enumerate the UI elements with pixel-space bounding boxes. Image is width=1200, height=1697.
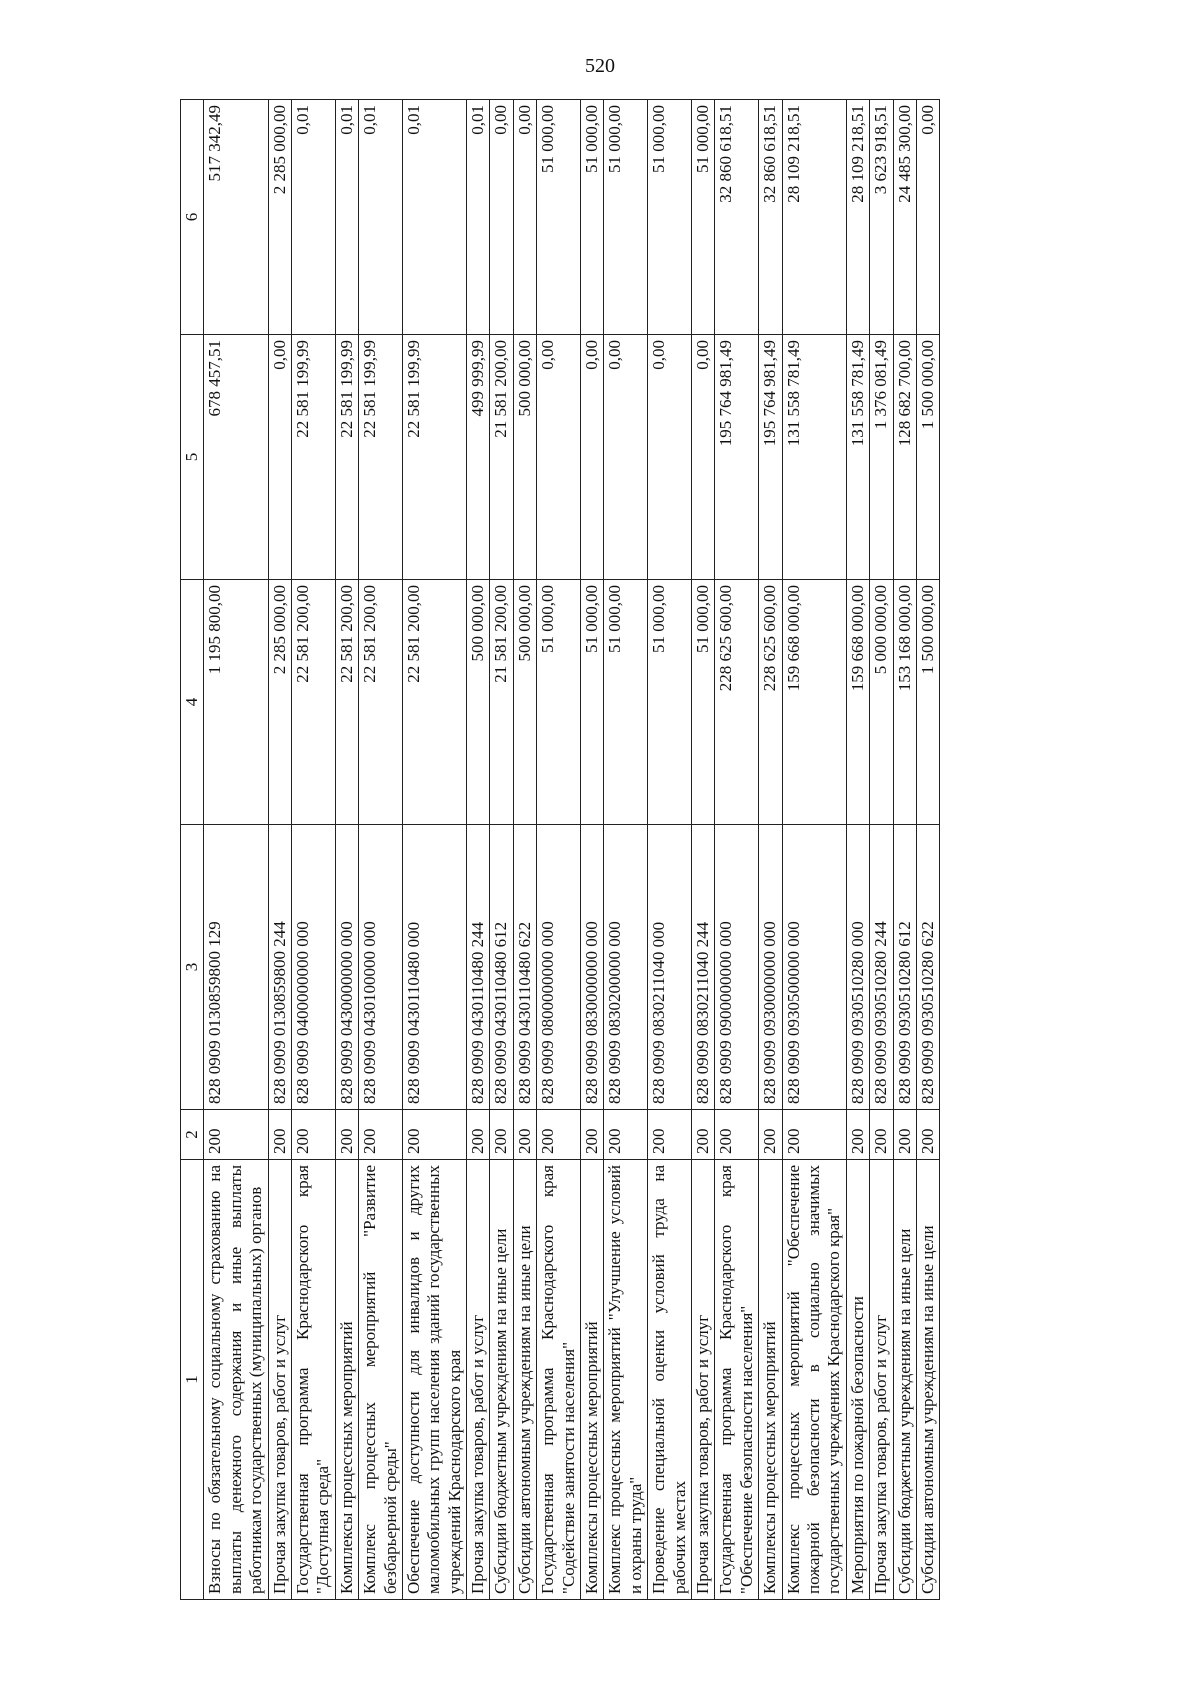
table-cell-c5: 499 999,99 (467, 335, 490, 580)
table-cell-c2: 200 (604, 1110, 648, 1160)
table-cell-name: Обеспечение доступности для инвалидов и других маломобильных групп населения зданий государственных учреждений Краснодарского края (402, 1160, 466, 1600)
table-cell-name: Комплексы процессных мероприятий (581, 1160, 604, 1600)
table-row (782, 100, 846, 1600)
table-cell-c6: 2 285 000,00 (268, 100, 291, 335)
table-row (513, 100, 536, 1600)
header-cell: 3 (181, 825, 204, 1110)
table-cell-c4: 1 195 800,00 (204, 580, 268, 825)
table-cell-c6: 0,00 (916, 100, 939, 335)
header-cell: 6 (181, 100, 204, 335)
table-cell-c6: 0,01 (467, 100, 490, 335)
table-cell-code: 828 0909 0430110480 000 (402, 825, 466, 1110)
table-cell-c2: 200 (715, 1110, 759, 1160)
table-row (467, 100, 490, 1600)
table-cell-c5: 131 558 781,49 (782, 335, 846, 580)
table-cell-c6: 28 109 218,51 (782, 100, 846, 335)
table-cell-c5: 0,00 (268, 335, 291, 580)
table-cell-c2: 200 (893, 1110, 916, 1160)
table-cell-c4: 51 000,00 (604, 580, 648, 825)
table-cell-c5: 500 000,00 (513, 335, 536, 580)
table-cell-c4: 153 168 000,00 (893, 580, 916, 825)
table-body (204, 100, 940, 1600)
table-row (916, 100, 939, 1600)
table-cell-c6: 32 860 618,51 (759, 100, 782, 335)
table-cell-code: 828 0909 0400000000 000 (291, 825, 335, 1110)
table-cell-c5: 22 581 199,99 (359, 335, 403, 580)
table-cell-c6: 51 000,00 (581, 100, 604, 335)
table-cell-c5: 678 457,51 (204, 335, 268, 580)
table-cell-code: 828 0909 0930510280 622 (916, 825, 939, 1110)
table-cell-code: 828 0909 0430000000 000 (335, 825, 358, 1110)
table-cell-c2: 200 (782, 1110, 846, 1160)
table-row (648, 100, 692, 1600)
table-cell-c6: 28 109 218,51 (846, 100, 869, 335)
table-cell-c2: 200 (291, 1110, 335, 1160)
header-cell: 5 (181, 335, 204, 580)
table-row (691, 100, 714, 1600)
header-row (181, 100, 204, 1600)
table-cell-c5: 195 764 981,49 (759, 335, 782, 580)
table-cell-c6: 0,01 (335, 100, 358, 335)
table-cell-name: Прочая закупка товаров, работ и услуг (268, 1160, 291, 1600)
table-cell-c6: 0,00 (490, 100, 513, 335)
table-cell-c2: 200 (759, 1110, 782, 1160)
table-cell-c4: 2 285 000,00 (268, 580, 291, 825)
header-cell: 4 (181, 580, 204, 825)
table-cell-code: 828 0909 0430100000 000 (359, 825, 403, 1110)
table-cell-code: 828 0909 0930510280 000 (846, 825, 869, 1110)
table-cell-c2: 200 (513, 1110, 536, 1160)
table-cell-name: Взносы по обязательному социальному страхованию на выплаты денежного содержания и иные выплаты работникам государственных (муниципальных) органов (204, 1160, 268, 1600)
table-cell-code: 828 0909 0830000000 000 (581, 825, 604, 1110)
table-cell-c5: 195 764 981,49 (715, 335, 759, 580)
table-cell-c4: 159 668 000,00 (782, 580, 846, 825)
table-cell-code: 828 0909 0130859800 129 (204, 825, 268, 1110)
table-cell-code: 828 0909 0430110480 244 (467, 825, 490, 1110)
table-cell-code: 828 0909 0930510280 612 (893, 825, 916, 1110)
table-cell-c2: 200 (916, 1110, 939, 1160)
table-cell-c2: 200 (846, 1110, 869, 1160)
table-cell-c6: 51 000,00 (648, 100, 692, 335)
table-row (870, 100, 893, 1600)
table-cell-c4: 22 581 200,00 (402, 580, 466, 825)
table-cell-c2: 200 (467, 1110, 490, 1160)
table-cell-c6: 0,00 (513, 100, 536, 335)
table-cell-c4: 5 000 000,00 (870, 580, 893, 825)
table-cell-c5: 0,00 (604, 335, 648, 580)
table-cell-code: 828 0909 0930000000 000 (759, 825, 782, 1110)
table-cell-c4: 22 581 200,00 (291, 580, 335, 825)
table-cell-c4: 500 000,00 (467, 580, 490, 825)
table-row (715, 100, 759, 1600)
table-cell-c4: 21 581 200,00 (490, 580, 513, 825)
table-cell-c4: 228 625 600,00 (715, 580, 759, 825)
table-cell-c4: 22 581 200,00 (335, 580, 358, 825)
table-cell-c5: 0,00 (581, 335, 604, 580)
table-cell-name: Государственная программа Краснодарского края "Содействие занятости населения" (537, 1160, 581, 1600)
table-cell-c2: 200 (691, 1110, 714, 1160)
table-cell-c6: 24 485 300,00 (893, 100, 916, 335)
table-cell-c5: 22 581 199,99 (335, 335, 358, 580)
table-cell-name: Государственная программа Краснодарского края "Доступная среда" (291, 1160, 335, 1600)
table-cell-c2: 200 (870, 1110, 893, 1160)
table-cell-c6: 0,01 (402, 100, 466, 335)
table-cell-c4: 500 000,00 (513, 580, 536, 825)
table-cell-c5: 0,00 (648, 335, 692, 580)
table-cell-c5: 1 500 000,00 (916, 335, 939, 580)
table-cell-name: Государственная программа Краснодарского края "Обеспечение безопасности населения" (715, 1160, 759, 1600)
table-cell-code: 828 0909 0830200000 000 (604, 825, 648, 1110)
table-cell-name: Субсидии бюджетным учреждениям на иные цели (490, 1160, 513, 1600)
table-cell-c5: 128 682 700,00 (893, 335, 916, 580)
table-cell-c4: 51 000,00 (648, 580, 692, 825)
table-cell-c5: 22 581 199,99 (402, 335, 466, 580)
table-cell-name: Прочая закупка товаров, работ и услуг (691, 1160, 714, 1600)
table-row (204, 100, 268, 1600)
table-cell-c4: 51 000,00 (691, 580, 714, 825)
table-cell-code: 828 0909 0430110480 622 (513, 825, 536, 1110)
table-cell-c6: 3 623 918,51 (870, 100, 893, 335)
table-cell-c2: 200 (490, 1110, 513, 1160)
table-cell-c2: 200 (204, 1110, 268, 1160)
table-cell-name: Комплекс процессных мероприятий "Обеспечение пожарной безопасности в социально значимых государственных учреждениях Краснодарского края" (782, 1160, 846, 1600)
table-cell-c5: 0,00 (691, 335, 714, 580)
table-row (490, 100, 513, 1600)
table-row (759, 100, 782, 1600)
table-cell-c6: 0,01 (291, 100, 335, 335)
table-cell-c2: 200 (648, 1110, 692, 1160)
table-cell-code: 828 0909 0900000000 000 (715, 825, 759, 1110)
table-cell-name: Комплекс процессных мероприятий "Развитие безбарьерной среды" (359, 1160, 403, 1600)
table-cell-c6: 517 342,49 (204, 100, 268, 335)
table-cell-c4: 51 000,00 (581, 580, 604, 825)
table-cell-c2: 200 (537, 1110, 581, 1160)
header-cell: 2 (181, 1110, 204, 1160)
table-cell-c5: 22 581 199,99 (291, 335, 335, 580)
table-cell-c2: 200 (335, 1110, 358, 1160)
table-cell-c5: 0,00 (537, 335, 581, 580)
table-cell-c6: 0,01 (359, 100, 403, 335)
page-number: 520 (585, 55, 615, 77)
table-cell-c6: 32 860 618,51 (715, 100, 759, 335)
table-row (335, 100, 358, 1600)
table-cell-c5: 1 376 081,49 (870, 335, 893, 580)
table-row (291, 100, 335, 1600)
table-cell-c6: 51 000,00 (691, 100, 714, 335)
table-cell-name: Проведение специальной оценки условий труда на рабочих местах (648, 1160, 692, 1600)
header-cell: 1 (181, 1160, 204, 1600)
table-cell-name: Комплекс процессных мероприятий "Улучшение условий и охраны труда" (604, 1160, 648, 1600)
table-cell-name: Прочая закупка товаров, работ и услуг (870, 1160, 893, 1600)
table-cell-c2: 200 (581, 1110, 604, 1160)
table-cell-c6: 51 000,00 (604, 100, 648, 335)
table-row (359, 100, 403, 1600)
table-cell-code: 828 0909 0430110480 612 (490, 825, 513, 1110)
table-cell-code: 828 0909 0830211040 000 (648, 825, 692, 1110)
table-cell-name: Комплексы процессных мероприятий (335, 1160, 358, 1600)
rotated-table-container (180, 100, 1120, 1600)
table-row (604, 100, 648, 1600)
table-cell-code: 828 0909 0930500000 000 (782, 825, 846, 1110)
table-cell-code: 828 0909 0830211040 244 (691, 825, 714, 1110)
table-row (402, 100, 466, 1600)
table-cell-c2: 200 (359, 1110, 403, 1160)
table-cell-c4: 159 668 000,00 (846, 580, 869, 825)
table-row (537, 100, 581, 1600)
table-cell-code: 828 0909 0930510280 244 (870, 825, 893, 1110)
table-cell-name: Субсидии автономным учреждениям на иные цели (916, 1160, 939, 1600)
table-cell-name: Субсидии бюджетным учреждениям на иные цели (893, 1160, 916, 1600)
table-cell-name: Субсидии автономным учреждениям на иные цели (513, 1160, 536, 1600)
table-cell-code: 828 0909 0130859800 244 (268, 825, 291, 1110)
table-cell-c5: 131 558 781,49 (846, 335, 869, 580)
table-cell-c4: 1 500 000,00 (916, 580, 939, 825)
table-cell-c4: 51 000,00 (537, 580, 581, 825)
table-cell-name: Мероприятия по пожарной безопасности (846, 1160, 869, 1600)
table-cell-c2: 200 (402, 1110, 466, 1160)
table-cell-c4: 22 581 200,00 (359, 580, 403, 825)
table-row (268, 100, 291, 1600)
table-cell-name: Прочая закупка товаров, работ и услуг (467, 1160, 490, 1600)
table-cell-name: Комплексы процессных мероприятий (759, 1160, 782, 1600)
table-cell-c6: 51 000,00 (537, 100, 581, 335)
table-row (846, 100, 869, 1600)
table-row (893, 100, 916, 1600)
table-cell-c4: 228 625 600,00 (759, 580, 782, 825)
table-row (581, 100, 604, 1600)
table-cell-c2: 200 (268, 1110, 291, 1160)
table-cell-c5: 21 581 200,00 (490, 335, 513, 580)
table-cell-code: 828 0909 0800000000 000 (537, 825, 581, 1110)
budget-table (180, 99, 940, 1600)
